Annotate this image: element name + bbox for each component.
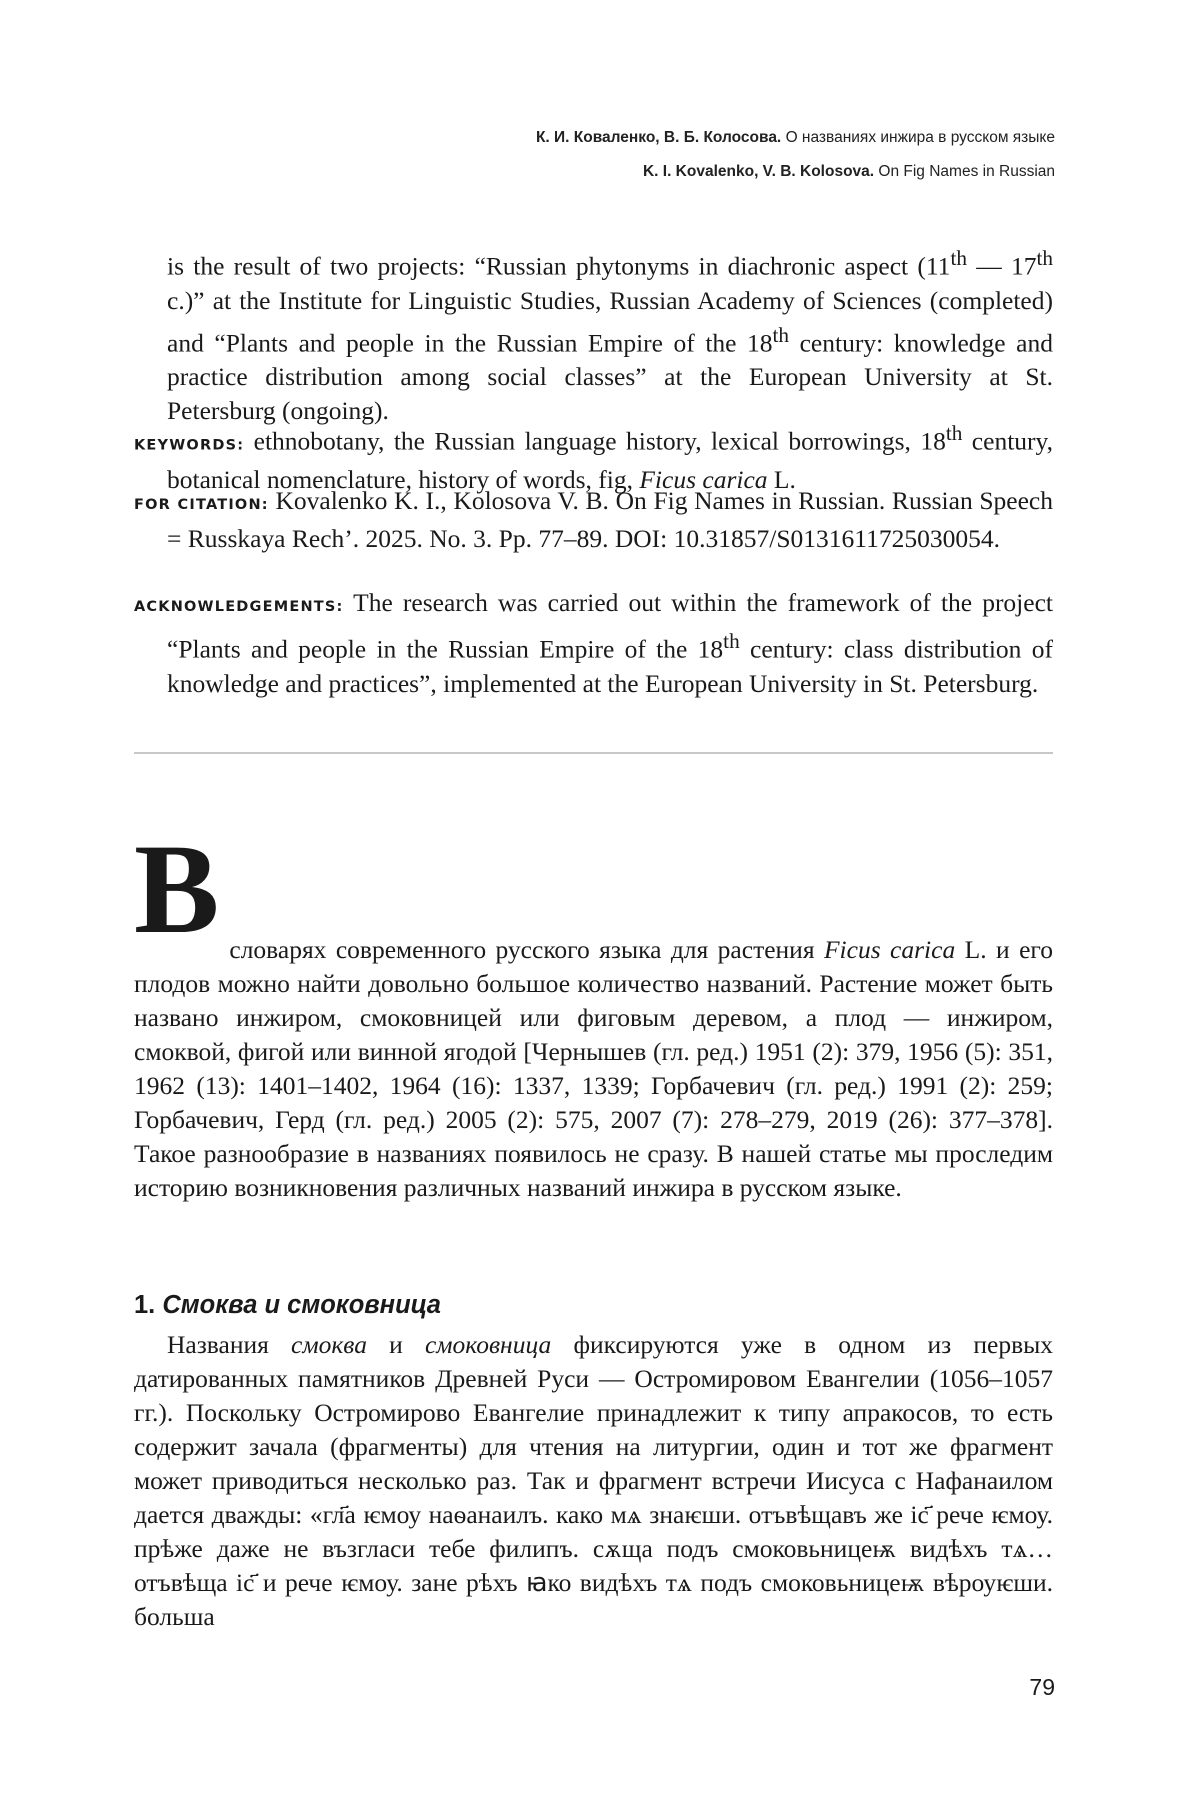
section-divider	[134, 752, 1053, 754]
running-head-english	[643, 163, 1055, 181]
section-text: Названия	[167, 1330, 292, 1359]
page-number: 79	[1029, 1674, 1055, 1700]
keywords-text: ethnobotany, the Russian language history, lexical borrowings, 18	[253, 426, 946, 456]
intro-paragraph	[134, 818, 1053, 1205]
section-title: Смоква и смоковница	[162, 1291, 441, 1319]
abstract-text: — 17	[966, 251, 1037, 281]
acknowledgements-text: The research was carried out within the framework of the project “Plants and people in the Russian Empire of the 18	[167, 588, 1053, 664]
italic-term: смоква	[291, 1330, 367, 1359]
section-text: фиксируются уже в одном из первых датированных памятников Древней Руси — Остромировом Евангелии (1056–1057 гг.). Поскольку Остромирово Евангелие принадлежит к типу апракосов, то есть содержит зачала (фрагменты) для чтения на литургии, один и тот же фрагмент может приводиться несколько раз. Так и фрагмент встречи Иисуса с Нафанаилом дается дважды: «гл҃а ѥмоу наѳанаилъ. како мѧ знаѥши. отъвѣщавъ же іс҃ рече ѥмоу. прѣже даже не възгласи тебе филипъ. сѫща подъ смоковьницеѭ видѣхъ тѧ… отъвѣща іс҃ и рече ѥмоу. зане рѣхъ ꙗко видѣхъ тѧ подъ смоковьницеѭ вѣроуѥши. больша	[134, 1330, 1053, 1631]
section-text: и	[366, 1330, 425, 1359]
species-name: Ficus carica	[639, 464, 768, 494]
running-head-russian	[536, 129, 1055, 147]
drop-cap: В	[134, 818, 220, 960]
citation-label: FOR CITATION	[134, 497, 262, 513]
citation-text: Kovalenko K. I., Kolosova V. B. On Fig Names in Russian. Russian Speech = Russkaya Rech’. 2025. No. 3. Pp. 77–89. DOI: 10.31857/S0131611725030054.	[167, 486, 1054, 553]
keywords-text: L.	[767, 464, 796, 494]
superscript: th	[945, 421, 963, 445]
abstract-text: c.)” at the Institute for Linguistic Studies, Russian Academy of Sciences (completed) and “Plants and people in the Russian Empire of the 18	[167, 285, 1053, 357]
section-heading	[134, 1291, 441, 1320]
superscript: th	[723, 629, 740, 653]
keywords-text: century, botanical nomenclature, history of words, fig,	[167, 426, 1053, 494]
acknowledgements-label: ACKNOWLEDGEMENTS	[134, 599, 337, 615]
superscript: th	[772, 322, 790, 347]
running-head-en-title: On Fig Names in Russian	[878, 163, 1055, 180]
keywords-label: KEYWORDS	[134, 437, 238, 454]
species-name: Ficus carica	[823, 935, 956, 964]
superscript: th	[1036, 246, 1053, 270]
acknowledgements-text: century: class distribution of knowledge and practices”, implemented at the European University in St. Petersburg.	[167, 634, 1053, 698]
italic-term: смоковница	[424, 1330, 552, 1359]
section-number: 1.	[134, 1291, 156, 1319]
superscript: th	[950, 246, 967, 270]
abstract-text: century: knowledge and practice distribution among social classes” at the European University at St. Petersburg (ongoing).	[167, 328, 1053, 425]
keywords-block: KEYWORDS: ethnobotany, the Russian language history, lexical borrowings, 18th century, botanical nomenclature, history of words, fig, Ficus carica L.	[134, 421, 1053, 494]
acknowledgements-block: ACKNOWLEDGEMENTS: The research was carried out within the framework of the project “Plants and people in the Russian Empire of the 18th century: class distribution of knowledge and practices”, implemented at the European University in St. Petersburg.	[134, 588, 1053, 698]
running-head-en-authors: K. I. Kovalenko, V. B. Kolosova.	[642, 163, 875, 180]
abstract-text: is the result of two projects: “Russian phytonyms in diachronic aspect (11	[167, 251, 951, 281]
running-head-ru-authors: К. И. Коваленко, В. Б. Колосова.	[535, 129, 782, 146]
intro-text: L. и его плодов можно найти довольно большое количество названий. Растение может быть названо инжиром, смоковницей или фиговым деревом, а плод — инжиром, смоквой, фигой или винной ягодой [Чернышев (гл. ред.) 1951 (2): 379, 1956 (5): 351, 1962 (13): 1401–1402, 1964 (16): 1337, 1339; Горбачевич (гл. ред.) 1991 (2): 259; Горбачевич, Герд (гл. ред.) 2005 (2): 575, 2007 (7): 278–279, 2019 (26): 377–378]. Такое разнообразие в названиях появилось не сразу. В нашей статье мы проследим историю возникновения различных названий инжира в русском языке.	[134, 935, 1053, 1202]
section-paragraph	[134, 1328, 1053, 1634]
intro-text: словарях современного русского языка для растения	[229, 935, 824, 964]
citation-block: FOR CITATION: Kovalenko K. I., Kolosova V. B. On Fig Names in Russian. Russian Speech = Russkaya Rech’. 2025. No. 3. Pp. 77–89. DOI: 10.31857/S0131611725030054.	[134, 486, 1054, 553]
abstract-continuation	[167, 241, 1053, 428]
running-head-ru-title: О названиях инжира в русском языке	[785, 129, 1055, 146]
